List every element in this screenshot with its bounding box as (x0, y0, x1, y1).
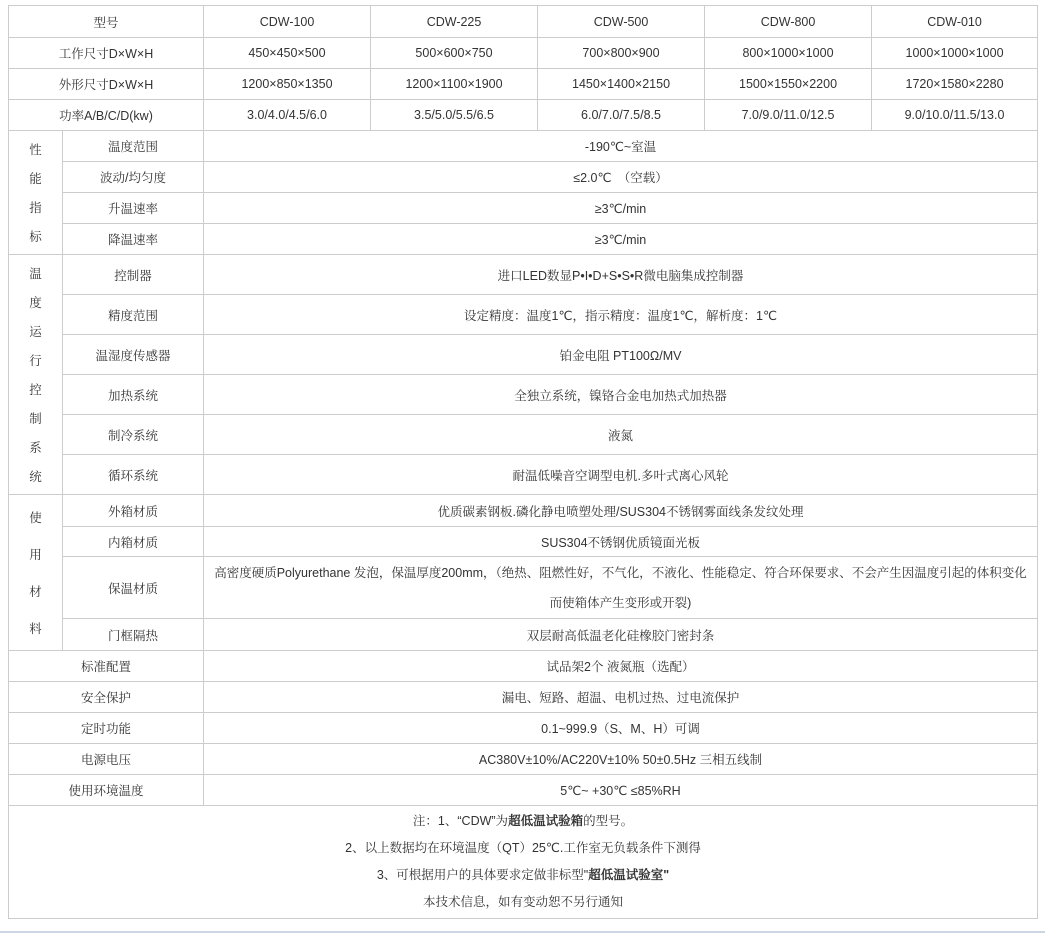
table-row (9, 713, 1038, 744)
spec-value-cell: 1200×850×1350 (204, 69, 371, 100)
notes-area (9, 806, 1038, 919)
section-group-label-text: 性 能 指 标 (29, 143, 42, 244)
spec-value-cell: ≤2.0℃ （空载） (204, 162, 1038, 193)
spec-value-cell: 试品架2个 液氮瓶（选配） (204, 651, 1038, 682)
model-column-header: CDW-010 (872, 6, 1038, 38)
spec-row-label: 温湿度传感器 (63, 335, 204, 375)
table-row (9, 38, 1038, 69)
table-row (9, 6, 1038, 38)
model-column-header: CDW-500 (538, 6, 705, 38)
table-row (9, 806, 1038, 919)
spec-value-cell: ≥3℃/min (204, 193, 1038, 224)
spec-row-label: 定时功能 (9, 713, 204, 744)
spec-value-cell: 高密度硬质Polyurethane 发泡，保温厚度200mm，（绝热、阻燃性好，不气化，不液化、性能稳定、符合环保要求、不会产生因温度引起的体积变化而使箱体产生变形或开裂) (204, 557, 1038, 619)
spec-row-label: 电源电压 (9, 744, 204, 775)
table-row (9, 69, 1038, 100)
spec-value-cell: 耐温低噪音空调型电机.多叶式离心风轮 (204, 455, 1038, 495)
spec-value-cell: 设定精度：温度1℃，指示精度：温度1℃，解析度：1℃ (204, 295, 1038, 335)
spec-value-cell: 1500×1550×2200 (705, 69, 872, 100)
table-row (9, 224, 1038, 255)
spec-value-cell: 0.1~999.9（S、M、H）可调 (204, 713, 1038, 744)
spec-value-cell: ≥3℃/min (204, 224, 1038, 255)
spec-row-label: 使用环境温度 (9, 775, 204, 806)
table-row (9, 495, 1038, 527)
model-column-header: CDW-100 (204, 6, 371, 38)
section-group-label (9, 495, 63, 651)
table-row (9, 455, 1038, 495)
note-line: 注：1、“CDW”为超低温试验箱的型号。 (412, 814, 634, 828)
table-row (9, 775, 1038, 806)
spec-value-cell: 铂金电阻 PT100Ω/MV (204, 335, 1038, 375)
spec-row-label: 保温材质 (63, 557, 204, 619)
spec-value-cell: 1720×1580×2280 (872, 69, 1038, 100)
spec-row-label: 标准配置 (9, 651, 204, 682)
table-row (9, 193, 1038, 224)
table-row (9, 682, 1038, 713)
table-row (9, 557, 1038, 619)
table-row (9, 335, 1038, 375)
table-row (9, 619, 1038, 651)
spec-row-label: 工作尺寸D×W×H (9, 38, 204, 69)
table-row (9, 527, 1038, 557)
spec-value-cell: 3.0/4.0/4.5/6.0 (204, 100, 371, 131)
spec-row-label: 控制器 (63, 255, 204, 295)
spec-row-label: 温度范围 (63, 131, 204, 162)
spec-value-cell: 1450×1400×2150 (538, 69, 705, 100)
spec-row-label: 内箱材质 (63, 527, 204, 557)
spec-value-cell: 1000×1000×1000 (872, 38, 1038, 69)
spec-row-label: 功率A/B/C/D(kw) (9, 100, 204, 131)
model-column-header: CDW-225 (371, 6, 538, 38)
note-line: 本技术信息，如有变动恕不另行通知 (423, 895, 624, 909)
spec-row-label: 降温速率 (63, 224, 204, 255)
table-row (9, 415, 1038, 455)
spec-value-cell: -190℃~室温 (204, 131, 1038, 162)
table-row (9, 651, 1038, 682)
note-line: 2、以上数据均在环境温度（QT）25℃.工作室无负载条件下测得 (345, 841, 701, 855)
spec-value-cell: 5℃~ +30℃ ≤85%RH (204, 775, 1038, 806)
spec-value-cell: 优质碳素钢板.磷化静电喷塑处理/SUS304不锈钢雾面线条发纹处理 (204, 495, 1038, 527)
spec-row-label: 循环系统 (63, 455, 204, 495)
spec-value-cell: 700×800×900 (538, 38, 705, 69)
note-line: 3、可根据用户的具体要求定做非标型"超低温试验室" (376, 868, 670, 882)
spec-table (8, 5, 1038, 919)
table-row (9, 295, 1038, 335)
spec-row-label: 外箱材质 (63, 495, 204, 527)
table-row (9, 255, 1038, 295)
spec-value-cell: 双层耐高低温老化硅橡胶门密封条 (204, 619, 1038, 651)
spec-value-cell: 500×600×750 (371, 38, 538, 69)
spec-value-cell: 9.0/10.0/11.5/13.0 (872, 100, 1038, 131)
section-group-label-text: 温 度 运 行 控 制 系 统 (29, 267, 42, 484)
spec-value-cell: SUS304不锈钢优质镜面光板 (204, 527, 1038, 557)
model-column-header: CDW-800 (705, 6, 872, 38)
spec-row-label: 门框隔热 (63, 619, 204, 651)
table-row (9, 375, 1038, 415)
spec-row-label: 加热系统 (63, 375, 204, 415)
spec-value-cell: 800×1000×1000 (705, 38, 872, 69)
section-group-label (9, 131, 63, 255)
table-row (9, 131, 1038, 162)
spec-value-cell: 漏电、短路、超温、电机过热、过电流保护 (204, 682, 1038, 713)
spec-row-label: 制冷系统 (63, 415, 204, 455)
section-group-label-text: 使 用 材 料 (29, 511, 42, 636)
spec-value-cell: 6.0/7.0/7.5/8.5 (538, 100, 705, 131)
section-group-label (9, 255, 63, 495)
spec-row-label: 升温速率 (63, 193, 204, 224)
page-divider-line (0, 931, 1045, 933)
spec-row-label: 波动/均匀度 (63, 162, 204, 193)
spec-value-cell: 进口LED数显P•I•D+S•S•R微电脑集成控制器 (204, 255, 1038, 295)
spec-value-cell: 1200×1100×1900 (371, 69, 538, 100)
model-header-label: 型号 (9, 6, 204, 38)
spec-value-cell: 450×450×500 (204, 38, 371, 69)
table-row (9, 100, 1038, 131)
spec-value-cell: AC380V±10%/AC220V±10% 50±0.5Hz 三相五线制 (204, 744, 1038, 775)
spec-row-label: 安全保护 (9, 682, 204, 713)
spec-value-cell: 3.5/5.0/5.5/6.5 (371, 100, 538, 131)
spec-row-label: 精度范围 (63, 295, 204, 335)
spec-value-cell: 7.0/9.0/11.0/12.5 (705, 100, 872, 131)
spec-value-cell: 液氮 (204, 415, 1038, 455)
table-row (9, 162, 1038, 193)
spec-row-label: 外形尺寸D×W×H (9, 69, 204, 100)
table-row (9, 744, 1038, 775)
spec-value-cell: 全独立系统，镍铬合金电加热式加热器 (204, 375, 1038, 415)
notes-list (17, 808, 1029, 916)
